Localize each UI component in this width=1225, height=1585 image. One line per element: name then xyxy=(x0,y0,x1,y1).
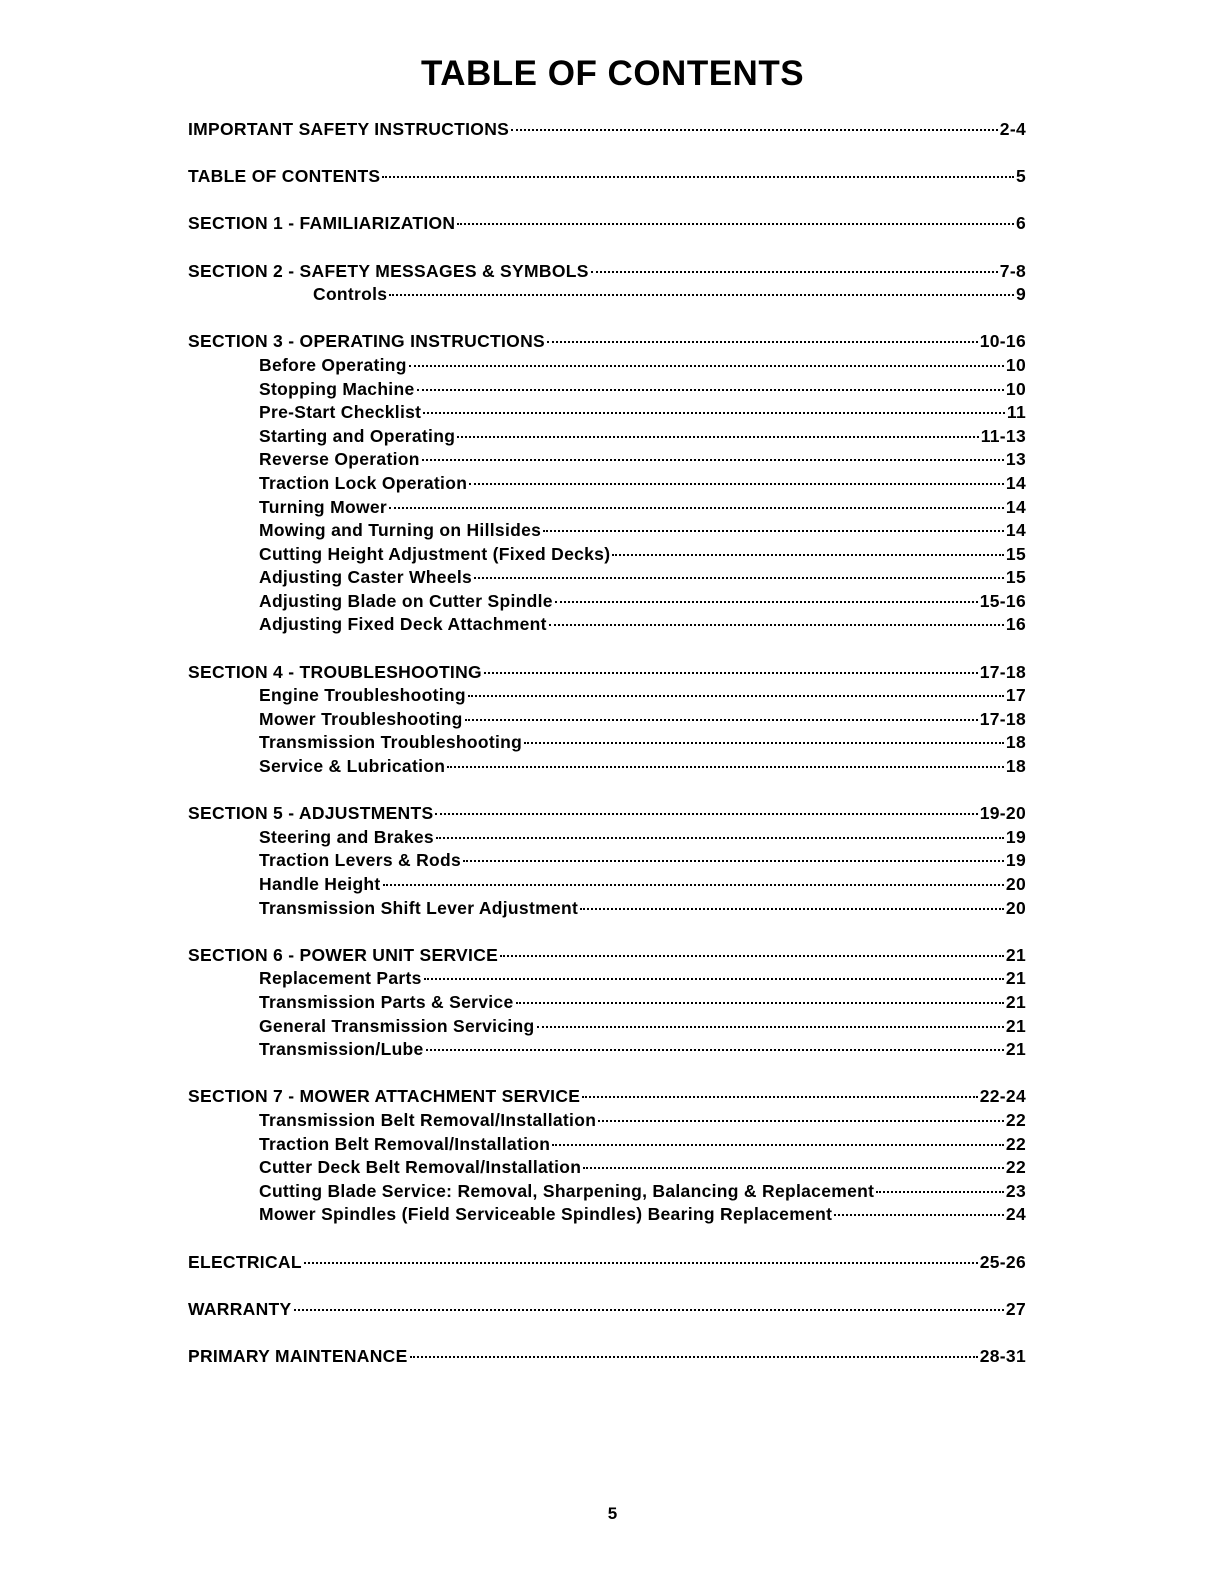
toc-entry-page: 22 xyxy=(1005,1109,1026,1130)
dot-leader xyxy=(511,129,998,131)
toc-section-entry xyxy=(188,1345,1026,1369)
toc-entry-page: 14 xyxy=(1005,472,1026,493)
toc-entry-page: 14 xyxy=(1005,520,1026,541)
toc-subentry xyxy=(188,967,1026,991)
toc-entry-page: 24 xyxy=(1005,1204,1026,1225)
toc-entry-label: SECTION 1 - FAMILIARIZATION xyxy=(188,213,456,234)
toc-entry-page: 14 xyxy=(1005,496,1026,517)
dot-leader xyxy=(304,1262,978,1264)
dot-leader xyxy=(582,1096,977,1098)
toc-entry-label: Replacement Parts xyxy=(259,968,422,989)
dot-leader xyxy=(383,884,1004,886)
toc-entry-label: PRIMARY MAINTENANCE xyxy=(188,1345,408,1366)
toc-entry-label: IMPORTANT SAFETY INSTRUCTIONS xyxy=(188,119,510,139)
dot-leader xyxy=(410,1356,978,1358)
toc-entry-label: Transmission Shift Lever Adjustment xyxy=(259,897,579,918)
toc-entry-page: 19 xyxy=(1005,826,1026,847)
toc-entry-page: 15 xyxy=(1005,567,1026,588)
toc-subentry xyxy=(188,826,1026,850)
toc-entry-page: 9 xyxy=(1015,284,1026,305)
toc-subentry xyxy=(188,613,1026,637)
toc-entry-page: 20 xyxy=(1005,874,1026,894)
section-spacer xyxy=(188,1321,1026,1345)
section-spacer xyxy=(188,1227,1026,1251)
toc-entry-label: Reverse Operation xyxy=(259,449,420,470)
toc-entry-page: 22 xyxy=(1005,1133,1026,1154)
toc-entry-label: Stopping Machine xyxy=(259,378,415,399)
page-title: TABLE OF CONTENTS xyxy=(420,54,805,93)
toc-subentry xyxy=(188,448,1026,472)
toc-entry-page: 2-4 xyxy=(999,119,1026,139)
toc-entry-page: 10-16 xyxy=(979,331,1026,352)
toc-entry-page: 11 xyxy=(1006,402,1026,423)
toc-entry-label: Traction Belt Removal/Installation xyxy=(259,1133,551,1154)
toc-entry-label: SECTION 3 - OPERATING INSTRUCTIONS xyxy=(188,331,545,352)
toc-entry-page: 21 xyxy=(1005,968,1026,989)
dot-leader xyxy=(422,459,1004,461)
section-spacer xyxy=(188,307,1026,331)
dot-leader xyxy=(598,1120,1004,1122)
toc-entry-label: Adjusting Blade on Cutter Spindle xyxy=(259,590,553,611)
toc-entry-page: 18 xyxy=(1005,732,1026,753)
dot-leader xyxy=(417,389,1004,391)
toc-entry-label: General Transmission Servicing xyxy=(259,1015,535,1036)
toc-entry-label: Mowing and Turning on Hillsides xyxy=(259,520,542,541)
toc-entry-label: SECTION 4 - TROUBLESHOOTING xyxy=(188,661,482,682)
dot-leader xyxy=(409,365,1004,367)
section-spacer xyxy=(188,1062,1026,1086)
toc-entry-page: 7-8 xyxy=(999,260,1026,281)
toc-subentry xyxy=(188,472,1026,496)
toc-entry-label: Transmission Parts & Service xyxy=(259,991,514,1012)
toc-subentry xyxy=(188,543,1026,567)
toc-entry-page: 17-18 xyxy=(979,708,1026,729)
toc-subentry xyxy=(188,1203,1026,1227)
section-spacer xyxy=(188,637,1026,661)
toc-entry-label: SECTION 6 - POWER UNIT SERVICE xyxy=(188,944,499,965)
dot-leader xyxy=(465,719,978,721)
toc-subentry xyxy=(188,873,1026,897)
dot-leader xyxy=(555,601,978,603)
toc-entry-page: 21 xyxy=(1005,991,1026,1012)
toc-entry-page: 17 xyxy=(1005,685,1026,706)
toc-entry-label: Mower Spindles (Field Serviceable Spindles) Bearing Replacement xyxy=(259,1204,833,1225)
toc-section-entry xyxy=(188,661,1026,685)
dot-leader xyxy=(484,672,978,674)
toc-subentry xyxy=(188,1180,1026,1204)
toc-subentry xyxy=(188,378,1026,402)
toc-entry-page: 25-26 xyxy=(979,1251,1026,1272)
toc-entry-label: Adjusting Fixed Deck Attachment xyxy=(259,614,547,635)
toc-subentry xyxy=(188,354,1026,378)
dot-leader xyxy=(524,742,1004,744)
toc-subentry xyxy=(188,849,1026,873)
toc-subentry xyxy=(188,401,1026,425)
dot-leader xyxy=(591,271,998,273)
toc-section-entry xyxy=(188,802,1026,826)
dot-leader xyxy=(389,294,1014,296)
toc-entry-page: 22 xyxy=(1005,1157,1026,1178)
toc-entry-page: 15 xyxy=(1005,543,1026,564)
toc-entry-label: Cutting Blade Service: Removal, Sharpening, Balancing & Replacement xyxy=(259,1180,875,1201)
toc-entry-label: Starting and Operating xyxy=(259,425,456,446)
toc-subentry xyxy=(188,755,1026,779)
toc-entry-label: Pre-Start Checklist xyxy=(259,402,422,423)
dot-leader xyxy=(463,860,1004,862)
toc-entry-page: 11-13 xyxy=(980,425,1026,446)
toc-entry-label: Transmission Troubleshooting xyxy=(259,732,523,753)
toc-subentry xyxy=(188,991,1026,1015)
toc-entry-page: 20 xyxy=(1005,897,1026,918)
dot-leader xyxy=(436,837,1004,839)
toc-subentry xyxy=(188,684,1026,708)
toc-subentry xyxy=(188,519,1026,543)
dot-leader xyxy=(424,978,1004,980)
toc-entry-label: WARRANTY xyxy=(188,1298,292,1319)
toc-subentry xyxy=(188,708,1026,732)
toc-subentry xyxy=(188,1038,1026,1062)
toc-entry-page: 21 xyxy=(1005,1039,1026,1060)
toc-entry-label: Turning Mower xyxy=(259,496,388,517)
toc-section-entry xyxy=(188,1298,1026,1322)
toc-entry-label: Adjusting Caster Wheels xyxy=(259,567,473,588)
dot-leader xyxy=(457,223,1014,225)
toc-entry-label: SECTION 2 - SAFETY MESSAGES & SYMBOLS xyxy=(188,260,589,281)
dot-leader xyxy=(447,766,1004,768)
toc-subentry xyxy=(188,496,1026,520)
toc-entry-label: Traction Levers & Rods xyxy=(259,850,462,871)
toc-subentry xyxy=(188,283,1026,307)
toc-section-entry xyxy=(188,118,1026,142)
dot-leader xyxy=(457,436,979,438)
section-spacer xyxy=(188,920,1026,944)
section-spacer xyxy=(188,236,1026,260)
toc-entry-page: 10 xyxy=(1005,354,1026,375)
toc-entry-label: Before Operating xyxy=(259,354,407,375)
dot-leader xyxy=(389,507,1004,509)
dot-leader xyxy=(435,813,977,815)
dot-leader xyxy=(876,1191,1004,1193)
toc-entry-page: 17-18 xyxy=(979,661,1026,682)
toc-entry-label: Handle Height xyxy=(259,874,381,894)
toc-section-entry xyxy=(188,1085,1026,1109)
toc-entry-label: Engine Troubleshooting xyxy=(259,685,466,706)
toc-section-entry xyxy=(188,944,1026,968)
dot-leader xyxy=(382,176,1014,178)
toc-entry-label: Transmission/Lube xyxy=(259,1039,424,1060)
dot-leader xyxy=(834,1214,1004,1216)
toc-entry-page: 19-20 xyxy=(979,803,1026,824)
dot-leader xyxy=(583,1167,1004,1169)
toc-entry-page: 19 xyxy=(1005,850,1026,871)
dot-leader xyxy=(537,1026,1004,1028)
dot-leader xyxy=(469,483,1004,485)
table-of-contents xyxy=(188,118,1026,1368)
toc-entry-page: 23 xyxy=(1005,1180,1026,1201)
dot-leader xyxy=(500,955,1004,957)
toc-entry-label: Cutter Deck Belt Removal/Installation xyxy=(259,1157,582,1178)
toc-subentry xyxy=(188,1156,1026,1180)
toc-entry-page: 10 xyxy=(1005,378,1026,399)
toc-entry-label: Service & Lubrication xyxy=(259,756,446,777)
dot-leader xyxy=(543,530,1004,532)
toc-entry-label: Cutting Height Adjustment (Fixed Decks) xyxy=(259,543,611,564)
dot-leader xyxy=(426,1049,1004,1051)
toc-entry-label: SECTION 7 - MOWER ATTACHMENT SERVICE xyxy=(188,1086,581,1107)
toc-section-entry xyxy=(188,165,1026,189)
toc-entry-page: 18 xyxy=(1005,756,1026,777)
toc-subentry xyxy=(188,566,1026,590)
toc-entry-page: 13 xyxy=(1005,449,1026,470)
toc-entry-page: 21 xyxy=(1005,944,1026,965)
toc-entry-label: Controls xyxy=(313,284,388,305)
toc-entry-page: 21 xyxy=(1005,1015,1026,1036)
dot-leader xyxy=(516,1002,1004,1004)
toc-subentry xyxy=(188,731,1026,755)
toc-entry-page: 22-24 xyxy=(979,1086,1026,1107)
toc-entry-page: 28-31 xyxy=(979,1345,1026,1366)
toc-subentry xyxy=(188,590,1026,614)
dot-leader xyxy=(423,412,1005,414)
toc-entry-page: 27 xyxy=(1005,1298,1026,1319)
dot-leader xyxy=(468,695,1004,697)
section-spacer xyxy=(188,189,1026,213)
toc-subentry xyxy=(188,1133,1026,1157)
dot-leader xyxy=(580,908,1004,910)
section-spacer xyxy=(188,1274,1026,1298)
dot-leader xyxy=(294,1309,1004,1311)
toc-entry-label: ELECTRICAL xyxy=(188,1251,302,1272)
toc-section-entry xyxy=(188,212,1026,236)
toc-entry-page: 15-16 xyxy=(979,590,1026,611)
toc-subentry xyxy=(188,1109,1026,1133)
toc-subentry xyxy=(188,1015,1026,1039)
dot-leader xyxy=(474,577,1004,579)
dot-leader xyxy=(549,624,1004,626)
toc-section-entry xyxy=(188,260,1026,284)
section-spacer xyxy=(188,142,1026,166)
toc-entry-label: Transmission Belt Removal/Installation xyxy=(259,1109,597,1130)
toc-entry-label: SECTION 5 - ADJUSTMENTS xyxy=(188,803,434,824)
toc-section-entry xyxy=(188,1251,1026,1275)
toc-subentry xyxy=(188,897,1026,921)
section-spacer xyxy=(188,779,1026,803)
toc-entry-label: Traction Lock Operation xyxy=(259,472,468,493)
page-number: 5 xyxy=(607,1504,618,1523)
toc-subentry xyxy=(188,425,1026,449)
dot-leader xyxy=(547,341,978,343)
toc-entry-page: 6 xyxy=(1015,213,1026,234)
toc-entry-page: 16 xyxy=(1005,614,1026,635)
toc-section-entry xyxy=(188,330,1026,354)
toc-entry-label: Steering and Brakes xyxy=(259,826,434,847)
toc-entry-label: Mower Troubleshooting xyxy=(259,708,463,729)
toc-entry-page: 5 xyxy=(1015,166,1026,187)
dot-leader xyxy=(552,1144,1004,1146)
toc-entry-label: TABLE OF CONTENTS xyxy=(188,166,381,187)
dot-leader xyxy=(612,554,1004,556)
